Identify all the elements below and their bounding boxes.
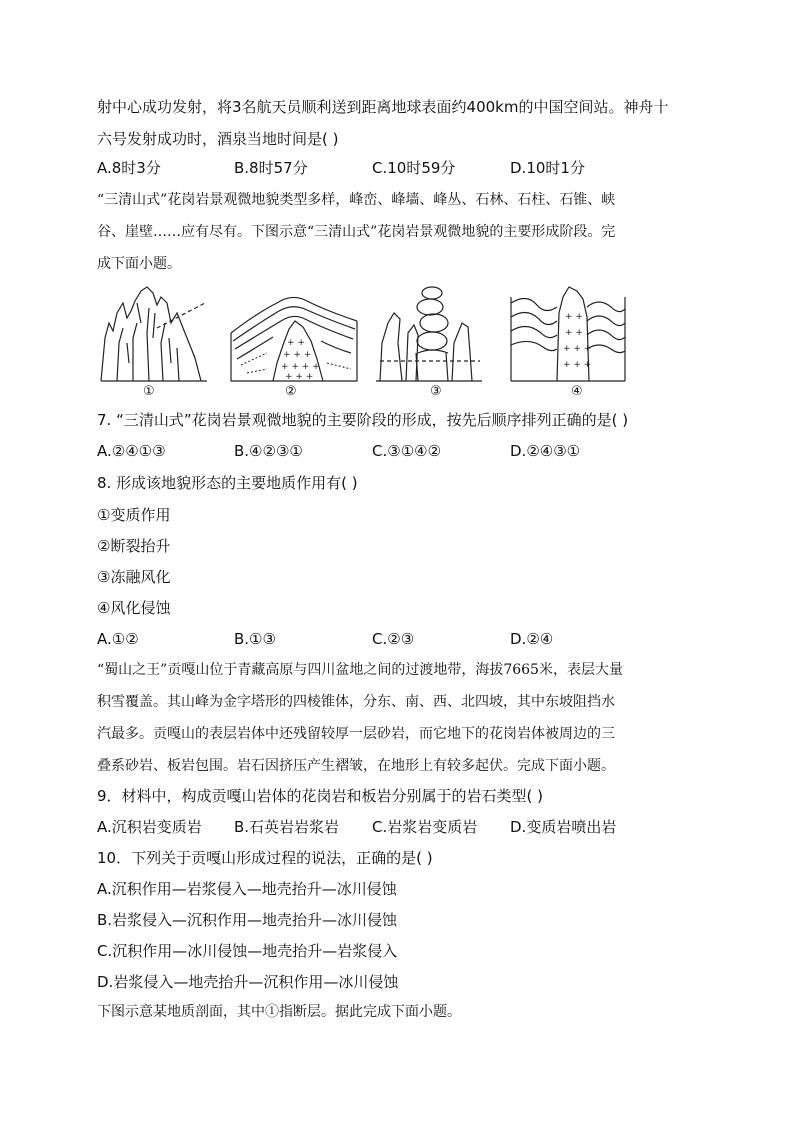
passage-gongga-line-2: 积雪覆盖。其山峰为金字塔形的四棱锥体，分东、南、西、北四坡，其中东坡阻挡水 <box>97 694 615 710</box>
svg-text:+ + +: + + + <box>285 372 314 382</box>
question-7-option-d[interactable]: D.②④③① <box>510 442 581 460</box>
passage-gongga-line-1: “蜀山之王”贡嘎山位于青藏高原与四川盆地之间的过渡地带，海拔7665米，表层大量 <box>97 662 623 678</box>
question-8-option-d[interactable]: D.②④ <box>510 630 554 648</box>
passage-gongga-line-4: 叠系砂岩、板岩包围。岩石因挤压产生褶皱，在地形上有较多起伏。完成下面小题。 <box>97 758 615 774</box>
question-9-stem: 9．材料中，构成贡嘎山岩体的花岗岩和板岩分别属于的岩石类型( ) <box>97 787 544 805</box>
question-6-option-a[interactable]: A.8时3分 <box>97 159 161 177</box>
question-9-option-a[interactable]: A.沉积岩变质岩 <box>97 818 202 836</box>
svg-text:+ +: + + <box>565 312 583 322</box>
svg-text:+ + + +: + + + + <box>281 362 320 372</box>
question-8-stem: 8. 形成该地貌形态的主要地质作用有( ) <box>97 474 358 492</box>
svg-text:+ + +: + + + <box>563 360 592 370</box>
stage-1-sketch <box>97 283 212 383</box>
question-6-option-d[interactable]: D.10时1分 <box>510 159 585 177</box>
passage-sanqingshan-line-3: 成下面小题。 <box>97 256 181 272</box>
question-8-item-1: ①变质作用 <box>97 506 171 524</box>
stage-2-caption: ② <box>285 384 297 399</box>
question-9-option-c[interactable]: C.岩浆岩变质岩 <box>372 818 478 836</box>
stage-3-caption: ③ <box>430 384 442 399</box>
question-8-item-4: ④风化侵蚀 <box>97 599 171 617</box>
question-10-stem: 10．下列关于贡嘎山形成过程的说法，正确的是( ) <box>97 849 433 867</box>
question-8-option-b[interactable]: B.①③ <box>234 630 276 648</box>
stage-2-sketch <box>227 283 362 383</box>
passage-sanqingshan-line-1: “三清山式”花岗岩景观微地貌类型多样，峰峦、峰墙、峰丛、石林、石柱、石锥、峡 <box>97 192 616 208</box>
stage-1-caption: ① <box>143 384 155 399</box>
question-9-option-d[interactable]: D.变质岩喷出岩 <box>510 818 617 836</box>
question-6-option-b[interactable]: B.8时57分 <box>234 159 308 177</box>
stage-4-caption: ④ <box>571 384 583 399</box>
question-6-stem-line-2: 六号发射成功时，酒泉当地时间是( ) <box>97 130 339 148</box>
question-8-option-c[interactable]: C.②③ <box>372 630 415 648</box>
question-8-option-a[interactable]: A.①② <box>97 630 139 648</box>
question-7-option-b[interactable]: B.④②③① <box>234 442 303 460</box>
question-10-option-b[interactable]: B.岩浆侵入—沉积作用—地壳抬升—冰川侵蚀 <box>97 911 398 929</box>
question-6-stem-line-1: 射中心成功发射，将3名航天员顺利送到距离地球表面约400km的中国空间站。神舟十 <box>97 98 669 116</box>
question-6-option-c[interactable]: C.10时59分 <box>372 159 456 177</box>
stage-3-sketch <box>372 283 487 383</box>
question-10-option-a[interactable]: A.沉积作用—岩浆侵入—地壳抬升—冰川侵蚀 <box>97 880 397 898</box>
question-10-option-d[interactable]: D.岩浆侵入—地壳抬升—沉积作用—冰川侵蚀 <box>97 973 399 991</box>
svg-text:+ + +: + + + <box>283 350 312 360</box>
question-8-item-3: ③冻融风化 <box>97 568 171 586</box>
passage-gongga-line-3: 汽最多。贡嘎山的表层岩体中还残留较厚一层砂岩，而它地下的花岗岩体被周边的三 <box>97 726 615 742</box>
svg-text:+ +: + + <box>565 328 583 338</box>
passage-geologic-section: 下图示意某地质剖面，其中①指断层。据此完成下面小题。 <box>97 1004 461 1020</box>
question-10-option-c[interactable]: C.沉积作用—冰川侵蚀—地壳抬升—岩浆侵入 <box>97 942 398 960</box>
question-8-item-2: ②断裂抬升 <box>97 537 171 555</box>
svg-text:+ + +: + + + <box>563 344 592 354</box>
question-7-stem: 7. “三清山式”花岗岩景观微地貌的主要阶段的形成，按先后顺序排列正确的是( ) <box>97 411 629 429</box>
question-9-option-b[interactable]: B.石英岩岩浆岩 <box>234 818 340 836</box>
landform-stages-figure <box>97 283 697 403</box>
passage-sanqingshan-line-2: 谷、崖壁……应有尽有。下图示意“三清山式”花岗岩景观微地貌的主要形成阶段。完 <box>97 224 616 240</box>
question-7-option-c[interactable]: C.③①④② <box>372 442 442 460</box>
svg-text:+ +: + + <box>287 338 305 348</box>
stage-4-sketch <box>507 283 627 383</box>
question-7-option-a[interactable]: A.②④①③ <box>97 442 166 460</box>
